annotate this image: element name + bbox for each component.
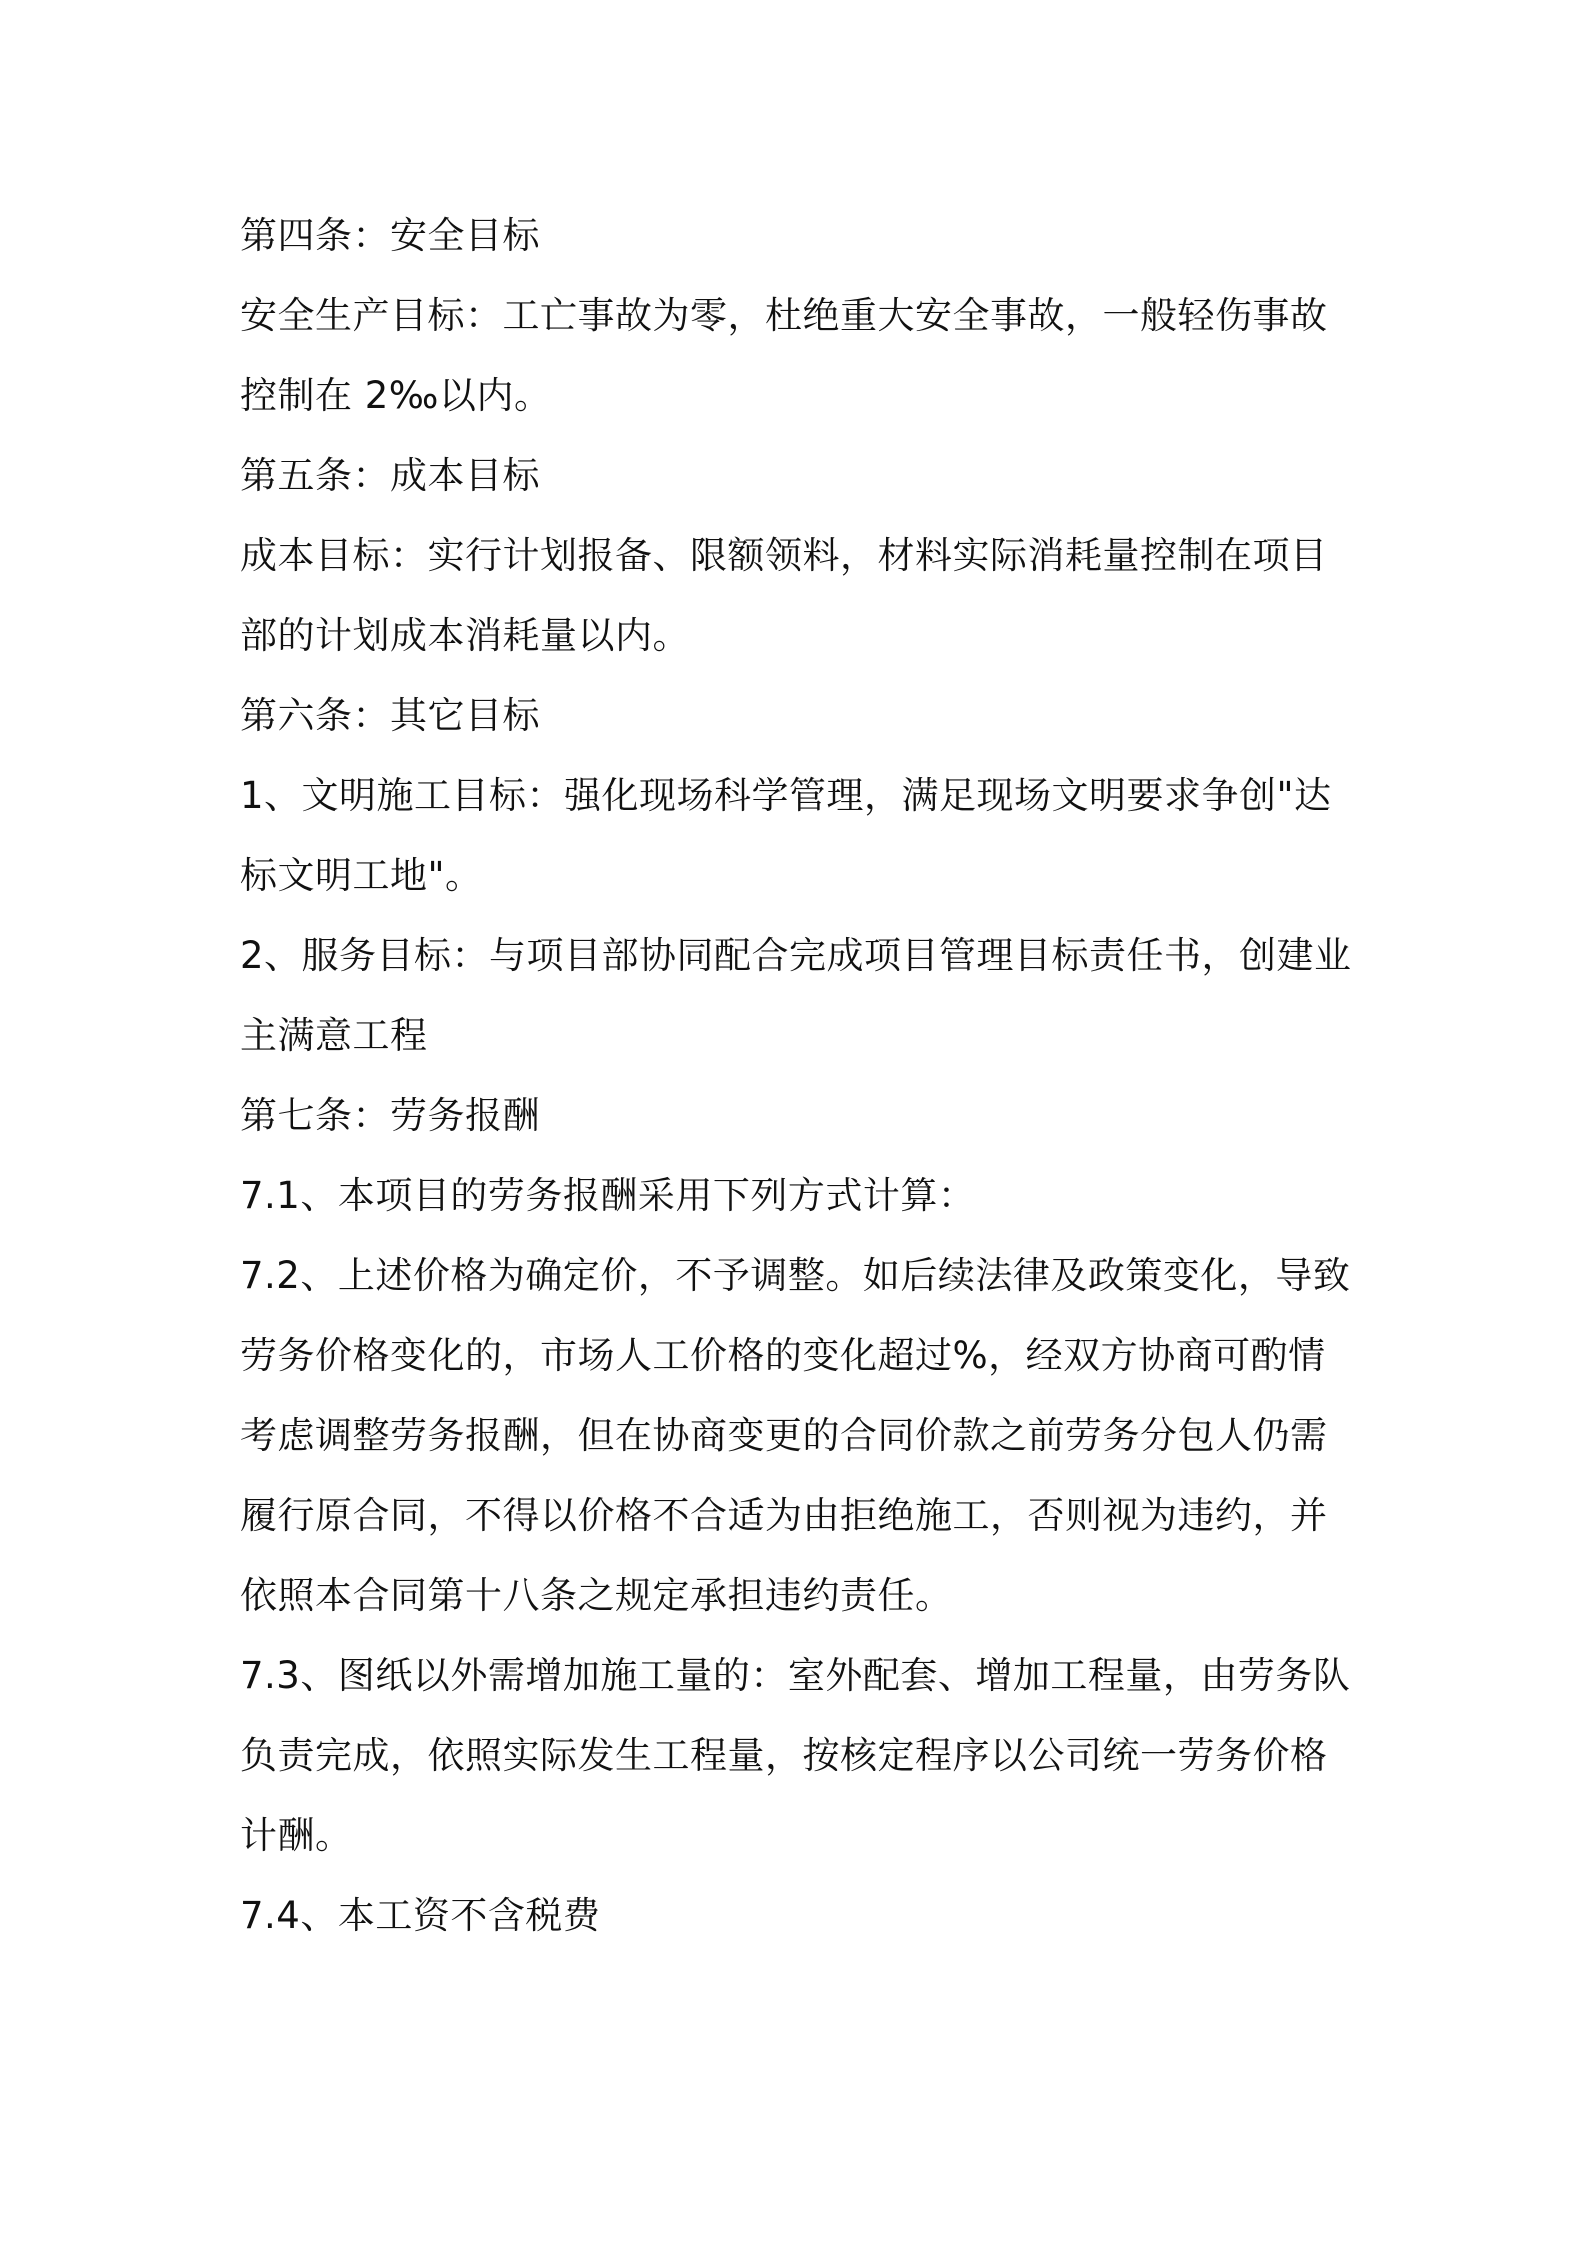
service-goal-paragraph: 2、服务目标：与项目部协同配合完成项目管理目标责任书，创建业主满意工程 [240,934,1352,1057]
article-5-heading: 第五条：成本目标 [240,454,540,497]
clause-7-3-paragraph: 7.3、图纸以外需增加施工量的：室外配套、增加工程量，由劳务队负责完成，依照实际发生工程量，按核定程序以公司统一劳务价格计酬。 [240,1654,1351,1857]
article-7-heading: 第七条：劳务报酬 [240,1094,540,1137]
article-6-heading: 第六条：其它目标 [240,694,540,737]
cost-goal-paragraph: 成本目标：实行计划报备、限额领料，材料实际消耗量控制在项目部的计划成本消耗量以内。 [240,534,1328,657]
clause-7-4-paragraph: 7.4、本工资不含税费 [240,1894,601,1937]
civilized-construction-paragraph: 1、文明施工目标：强化现场科学管理，满足现场文明要求争创"达标文明工地"。 [240,774,1332,897]
document-body [240,196,1360,1956]
safety-goal-paragraph: 安全生产目标：工亡事故为零，杜绝重大安全事故，一般轻伤事故控制在 2‰以内。 [240,294,1328,417]
clause-7-1-paragraph: 7.1、本项目的劳务报酬采用下列方式计算： [240,1174,976,1217]
clause-7-2-paragraph: 7.2、上述价格为确定价，不予调整。如后续法律及政策变化，导致劳务价格变化的，市场人工价格的变化超过%，经双方协商可酌情考虑调整劳务报酬，但在协商变更的合同价款之前劳务分包人仍需履行原合同，不得以价格不合适为由拒绝施工，否则视为违约，并依照本合同第十八条之规定承担违约责任。 [240,1254,1351,1617]
article-4-heading: 第四条：安全目标 [240,214,540,257]
